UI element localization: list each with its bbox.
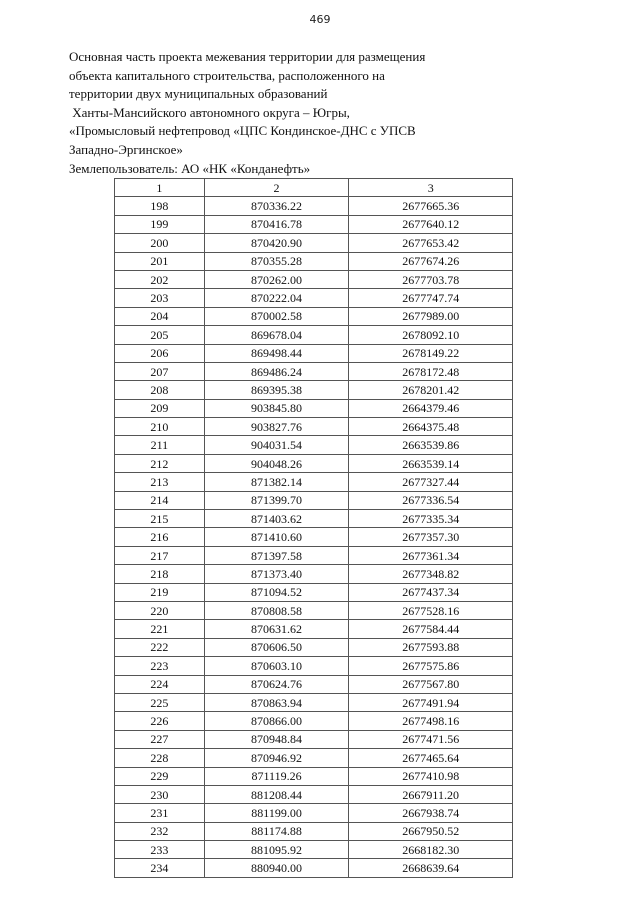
y-coordinate-cell: 2677410.98 xyxy=(349,767,513,785)
x-coordinate-cell: 871373.40 xyxy=(204,565,349,583)
point-number-cell: 199 xyxy=(115,215,205,233)
x-coordinate-cell: 871119.26 xyxy=(204,767,349,785)
x-coordinate-cell: 870946.92 xyxy=(204,749,349,767)
land-user-line: Землепользователь: АО «НК «Конданефть» xyxy=(69,160,311,176)
y-coordinate-cell: 2667950.52 xyxy=(349,822,513,840)
point-number-cell: 215 xyxy=(115,510,205,528)
document-header xyxy=(69,48,489,178)
column-header: 2 xyxy=(204,179,349,197)
y-coordinate-cell: 2677471.56 xyxy=(349,730,513,748)
x-coordinate-cell: 903845.80 xyxy=(204,399,349,417)
y-coordinate-cell: 2677327.44 xyxy=(349,473,513,491)
table-row xyxy=(115,565,513,583)
point-number-cell: 229 xyxy=(115,767,205,785)
point-number-cell: 211 xyxy=(115,436,205,454)
y-coordinate-cell: 2664375.48 xyxy=(349,418,513,436)
x-coordinate-cell: 870948.84 xyxy=(204,730,349,748)
point-number-cell: 230 xyxy=(115,785,205,803)
x-coordinate-cell: 869395.38 xyxy=(204,381,349,399)
y-coordinate-cell: 2678201.42 xyxy=(349,381,513,399)
point-number-cell: 222 xyxy=(115,638,205,656)
y-coordinate-cell: 2677465.64 xyxy=(349,749,513,767)
y-coordinate-cell: 2668182.30 xyxy=(349,841,513,859)
x-coordinate-cell: 869678.04 xyxy=(204,326,349,344)
y-coordinate-cell: 2667911.20 xyxy=(349,785,513,803)
x-coordinate-cell: 881095.92 xyxy=(204,841,349,859)
point-number-cell: 217 xyxy=(115,546,205,564)
table-header-row xyxy=(115,179,513,197)
table-row xyxy=(115,657,513,675)
x-coordinate-cell: 870631.62 xyxy=(204,620,349,638)
y-coordinate-cell: 2678172.48 xyxy=(349,362,513,380)
y-coordinate-cell: 2663539.86 xyxy=(349,436,513,454)
x-coordinate-cell: 870262.00 xyxy=(204,270,349,288)
table-row xyxy=(115,454,513,472)
point-number-cell: 226 xyxy=(115,712,205,730)
header-line: Западно-Эргинское» xyxy=(69,141,183,157)
x-coordinate-cell: 881174.88 xyxy=(204,822,349,840)
y-coordinate-cell: 2677528.16 xyxy=(349,601,513,619)
x-coordinate-cell: 871094.52 xyxy=(204,583,349,601)
table-row xyxy=(115,859,513,877)
y-coordinate-cell: 2677989.00 xyxy=(349,307,513,325)
table-row xyxy=(115,767,513,785)
point-number-cell: 202 xyxy=(115,270,205,288)
table-row xyxy=(115,730,513,748)
y-coordinate-cell: 2668639.64 xyxy=(349,859,513,877)
header-line: объекта капитального строительства, расположенного на xyxy=(69,67,385,83)
point-number-cell: 210 xyxy=(115,418,205,436)
x-coordinate-cell: 871403.62 xyxy=(204,510,349,528)
column-header: 1 xyxy=(115,179,205,197)
page-number: 469 xyxy=(309,13,331,26)
table-row xyxy=(115,399,513,417)
table-row xyxy=(115,546,513,564)
point-number-cell: 221 xyxy=(115,620,205,638)
point-number-cell: 227 xyxy=(115,730,205,748)
x-coordinate-cell: 870866.00 xyxy=(204,712,349,730)
y-coordinate-cell: 2677437.34 xyxy=(349,583,513,601)
table-row xyxy=(115,344,513,362)
column-header: 3 xyxy=(349,179,513,197)
point-number-cell: 220 xyxy=(115,601,205,619)
x-coordinate-cell: 870416.78 xyxy=(204,215,349,233)
table-row xyxy=(115,381,513,399)
point-number-cell: 212 xyxy=(115,454,205,472)
table-row xyxy=(115,620,513,638)
table-row xyxy=(115,749,513,767)
table-row xyxy=(115,638,513,656)
y-coordinate-cell: 2677336.54 xyxy=(349,491,513,509)
x-coordinate-cell: 870222.04 xyxy=(204,289,349,307)
x-coordinate-cell: 870624.76 xyxy=(204,675,349,693)
point-number-cell: 224 xyxy=(115,675,205,693)
point-number-cell: 223 xyxy=(115,657,205,675)
x-coordinate-cell: 870863.94 xyxy=(204,693,349,711)
point-number-cell: 231 xyxy=(115,804,205,822)
y-coordinate-cell: 2678149.22 xyxy=(349,344,513,362)
table-row xyxy=(115,785,513,803)
y-coordinate-cell: 2677575.86 xyxy=(349,657,513,675)
y-coordinate-cell: 2677335.34 xyxy=(349,510,513,528)
y-coordinate-cell: 2677584.44 xyxy=(349,620,513,638)
x-coordinate-cell: 870420.90 xyxy=(204,234,349,252)
y-coordinate-cell: 2667938.74 xyxy=(349,804,513,822)
point-number-cell: 206 xyxy=(115,344,205,362)
point-number-cell: 225 xyxy=(115,693,205,711)
table-row xyxy=(115,307,513,325)
table-row xyxy=(115,473,513,491)
header-line: «Промысловый нефтепровод «ЦПС Кондинское-ДНС с УПСВ xyxy=(69,123,416,139)
y-coordinate-cell: 2664379.46 xyxy=(349,399,513,417)
point-number-cell: 204 xyxy=(115,307,205,325)
table-row xyxy=(115,583,513,601)
x-coordinate-cell: 870808.58 xyxy=(204,601,349,619)
point-number-cell: 205 xyxy=(115,326,205,344)
coordinates-table xyxy=(114,178,513,878)
point-number-cell: 208 xyxy=(115,381,205,399)
table-row xyxy=(115,436,513,454)
x-coordinate-cell: 871410.60 xyxy=(204,528,349,546)
table-row xyxy=(115,197,513,215)
x-coordinate-cell: 880940.00 xyxy=(204,859,349,877)
y-coordinate-cell: 2677361.34 xyxy=(349,546,513,564)
header-line: Основная часть проекта межевания территории для размещения xyxy=(69,49,426,64)
x-coordinate-cell: 869486.24 xyxy=(204,362,349,380)
y-coordinate-cell: 2677703.78 xyxy=(349,270,513,288)
table-row xyxy=(115,675,513,693)
table-row xyxy=(115,252,513,270)
table-row xyxy=(115,841,513,859)
x-coordinate-cell: 881199.00 xyxy=(204,804,349,822)
table-row xyxy=(115,326,513,344)
x-coordinate-cell: 870336.22 xyxy=(204,197,349,215)
x-coordinate-cell: 870002.58 xyxy=(204,307,349,325)
y-coordinate-cell: 2677348.82 xyxy=(349,565,513,583)
y-coordinate-cell: 2677498.16 xyxy=(349,712,513,730)
y-coordinate-cell: 2677665.36 xyxy=(349,197,513,215)
point-number-cell: 232 xyxy=(115,822,205,840)
point-number-cell: 216 xyxy=(115,528,205,546)
table-row xyxy=(115,693,513,711)
point-number-cell: 218 xyxy=(115,565,205,583)
x-coordinate-cell: 904031.54 xyxy=(204,436,349,454)
point-number-cell: 233 xyxy=(115,841,205,859)
table-row xyxy=(115,362,513,380)
point-number-cell: 213 xyxy=(115,473,205,491)
table-row xyxy=(115,491,513,509)
header-line: территории двух муниципальных образований xyxy=(69,86,328,102)
y-coordinate-cell: 2677747.74 xyxy=(349,289,513,307)
x-coordinate-cell: 871397.58 xyxy=(204,546,349,564)
point-number-cell: 198 xyxy=(115,197,205,215)
x-coordinate-cell: 870606.50 xyxy=(204,638,349,656)
point-number-cell: 209 xyxy=(115,399,205,417)
point-number-cell: 219 xyxy=(115,583,205,601)
point-number-cell: 203 xyxy=(115,289,205,307)
point-number-cell: 234 xyxy=(115,859,205,877)
point-number-cell: 228 xyxy=(115,749,205,767)
y-coordinate-cell: 2677653.42 xyxy=(349,234,513,252)
x-coordinate-cell: 903827.76 xyxy=(204,418,349,436)
table-row xyxy=(115,270,513,288)
y-coordinate-cell: 2677491.94 xyxy=(349,693,513,711)
point-number-cell: 200 xyxy=(115,234,205,252)
x-coordinate-cell: 871399.70 xyxy=(204,491,349,509)
table-row xyxy=(115,528,513,546)
y-coordinate-cell: 2677357.30 xyxy=(349,528,513,546)
table-row xyxy=(115,418,513,436)
table-body xyxy=(115,197,513,877)
table-row xyxy=(115,712,513,730)
table-row xyxy=(115,601,513,619)
x-coordinate-cell: 904048.26 xyxy=(204,454,349,472)
table-row xyxy=(115,822,513,840)
x-coordinate-cell: 871382.14 xyxy=(204,473,349,491)
y-coordinate-cell: 2677674.26 xyxy=(349,252,513,270)
point-number-cell: 207 xyxy=(115,362,205,380)
y-coordinate-cell: 2678092.10 xyxy=(349,326,513,344)
table-row xyxy=(115,804,513,822)
y-coordinate-cell: 2663539.14 xyxy=(349,454,513,472)
x-coordinate-cell: 881208.44 xyxy=(204,785,349,803)
header-line: Ханты-Мансийского автономного округа – Югры, xyxy=(69,104,350,120)
y-coordinate-cell: 2677593.88 xyxy=(349,638,513,656)
table-row xyxy=(115,510,513,528)
point-number-cell: 214 xyxy=(115,491,205,509)
x-coordinate-cell: 870603.10 xyxy=(204,657,349,675)
y-coordinate-cell: 2677567.80 xyxy=(349,675,513,693)
x-coordinate-cell: 870355.28 xyxy=(204,252,349,270)
point-number-cell: 201 xyxy=(115,252,205,270)
x-coordinate-cell: 869498.44 xyxy=(204,344,349,362)
table-row xyxy=(115,215,513,233)
table-row xyxy=(115,289,513,307)
table-row xyxy=(115,234,513,252)
y-coordinate-cell: 2677640.12 xyxy=(349,215,513,233)
